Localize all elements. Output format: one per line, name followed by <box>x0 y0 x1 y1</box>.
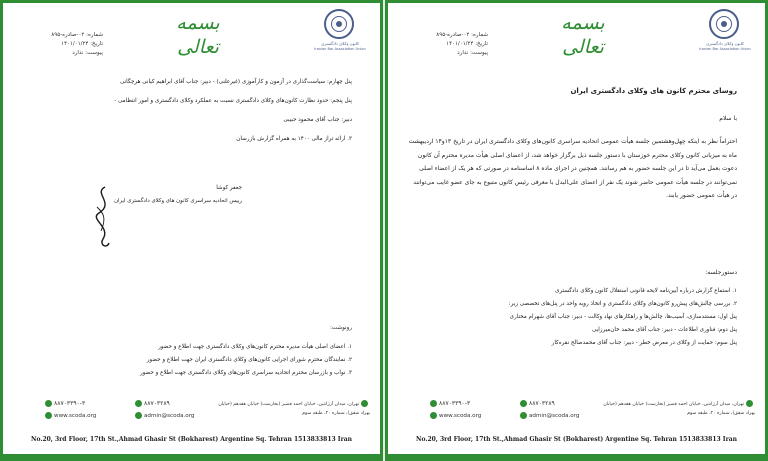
phone-icon <box>430 400 437 407</box>
list-item: پنل سوم: حمایت از وکلای در معرض خطر - دبیر: جناب آقای محمدصالح نقره‌کار <box>551 340 737 346</box>
bismillah-calligraphy: بسمه تعالی <box>176 12 220 58</box>
list-item: ۳. نواب و بازرسان محترم اتحادیه سراسری کانون‌های وکلای دادگستری جهت اطلاع و حضور <box>139 370 352 376</box>
list-item: ۲. بررسی چالش‌های پیش‌رو کانون‌های وکلای دادگستری و اتخاذ رویه واحد در پنل‌های تخصصی زیر: <box>508 301 737 307</box>
location-icon <box>746 400 753 407</box>
footer-bar <box>388 454 765 458</box>
mail-icon <box>135 412 142 419</box>
phone-1: ۸۸۷۰۳۳۹۰-۳ <box>428 400 470 407</box>
bar-association-emblem-icon <box>709 9 739 39</box>
mail-icon <box>520 412 527 419</box>
footer-bar <box>3 454 380 458</box>
list-item: پنل پنجم: حدود نظارت کانون‌های وکلای دادگستری نسبت به عملکرد وکلای دادگستری و امور انتظامی - <box>114 98 352 104</box>
website: www.scoda.org <box>43 412 96 419</box>
fax-icon <box>520 400 527 407</box>
signature-icon <box>85 183 125 253</box>
letter-meta: شماره: ۰۲-صادره-۸۹۵ تاریخ: ۱۴۰۱/۰۱/۲۴ پیوست: ندارد <box>436 32 488 56</box>
address-en: No.20, 3rd Floor, 17th St.,Ahmad Ghasir St (Bokharest) Argentine Sq. Tehran 1513833813 Iran <box>415 436 738 443</box>
address-en: No.20, 3rd Floor, 17th St.,Ahmad Ghasir St (Bokharest) Argentine Sq. Tehran 1513833813 Iran <box>30 436 353 443</box>
signer-name: جعفر کوشا <box>216 185 242 191</box>
letter-footer <box>3 394 380 458</box>
list-item: ۱. اعضای اصلی هیأت مدیره محترم کانون‌های وکلای دادگستری جهت اطلاع و حضور <box>158 344 352 350</box>
org-name-fa: کانون وکلای دادگستری <box>706 41 744 46</box>
website: www.scoda.org <box>428 412 481 419</box>
list-item: ۲. نمایندگان محترم شورای اجرایی کانون‌های وکلای دادگستری ایران جهت اطلاع و حضور <box>146 357 352 363</box>
bar-association-emblem-icon <box>324 9 354 39</box>
globe-icon <box>430 412 437 419</box>
list-item: دبیر: جناب آقای محمود حبیبی <box>283 117 352 123</box>
letter-body: احتراماً نظر به اینکه چهل‌وهشتمین جلسه هیأت عمومی اتحادیه سراسری کانون‌های وکلای دادگستری ایران در تاریخ ۱۳و۱۴ اردیبهشت ماه به میزبانی کانون وکلای محترم خوزستان با دستور جلسه ذیل برگزار خواهد شد، از اعضای اصلی هیأت مدیره محترم آن کانون دعوت بعمل می‌آید تا در این جلسه حضور به هم رسانند. همچنین در اجرای ماده ۸ اساسنامه در صورتی که هر یک از اعضاء اصلی نمی‌توانند در جلسه هیأت عمومی حاضر شوند یک نفر از اعضای علی‌البدل با معرفی رئیس کانون متبوع به جای عضو غایب می‌توانند در هیأت عمومی حضور یابند. <box>408 138 737 199</box>
org-name-fa: کانون وکلای دادگستری <box>321 41 359 46</box>
letter-page-2 <box>0 0 383 461</box>
address-fa: تهران، میدان آرژانتین، خیابان احمد قصیر (بخارست) خیابان هفدهم (خیابان بهزاد شفق)، شماره ۲۰، طبقه سوم <box>603 402 755 416</box>
list-item: ۱. استماع گزارش درباره آیین‌نامه لایحه قانونی استقلال کانون وکلای دادگستری <box>555 288 737 294</box>
panels-list <box>22 73 352 149</box>
letter-recipient-title: روسای محترم کانون های وکلای دادگستری ایران <box>570 87 737 95</box>
org-name-en: Iranian Bar Association Union <box>314 47 366 51</box>
globe-icon <box>45 412 52 419</box>
location-icon <box>361 400 368 407</box>
cc-list <box>22 341 352 380</box>
agenda-list <box>407 285 737 350</box>
agenda-label: دستورجلسه: <box>705 269 737 276</box>
letter-page-1 <box>385 0 768 461</box>
phone-2: ۸۸۷۰۳۲۸۹ <box>133 400 170 407</box>
list-item: پنل دوم: فناوری اطلاعات - دبیر: جناب آقای محمد خان‌میرزایی <box>592 327 737 333</box>
org-name-en: Iranian Bar Association Union <box>699 47 751 51</box>
list-item: ۳. ارائه تراز مالی ۱۴۰۰ به همراه گزارش بازرسان <box>236 136 352 142</box>
address-fa: تهران، میدان آرژانتین، خیابان احمد قصیر (بخارست) خیابان هفدهم (خیابان بهزاد شفق)، شماره ۲۰، طبقه سوم <box>218 402 370 416</box>
letter-footer <box>388 394 765 458</box>
email: admin@scoda.org <box>518 412 579 419</box>
phone-2: ۸۸۷۰۳۲۸۹ <box>518 400 555 407</box>
letter-meta: شماره: ۰۲-صادره-۸۹۵ تاریخ: ۱۴۰۱/۰۱/۲۴ پیوست: ندارد <box>51 32 103 56</box>
signer-title: رییس اتحادیه سراسری کانون های وکلای دادگستری ایران <box>114 198 242 204</box>
phone-1: ۸۸۷۰۳۳۹۰-۳ <box>43 400 85 407</box>
list-item: پنل چهارم: سیاست‌گذاری در آزمون و کارآموزی (غیرعلنی) - دبیر: جناب آقای ابراهیم کیانی هرچگانی <box>119 79 352 85</box>
cc-label: رونوشت: <box>330 325 352 331</box>
email: admin@scoda.org <box>133 412 194 419</box>
greeting: با سلام <box>719 115 737 122</box>
fax-icon <box>135 400 142 407</box>
bismillah-calligraphy: بسمه تعالی <box>561 12 605 58</box>
list-item: پنل اول: مستندسازی، آسیب‌ها، چالش‌ها و راهکارهای نهاد وکالت - دبیر: جناب آقای شهرام مختاری <box>509 314 737 320</box>
phone-icon <box>45 400 52 407</box>
